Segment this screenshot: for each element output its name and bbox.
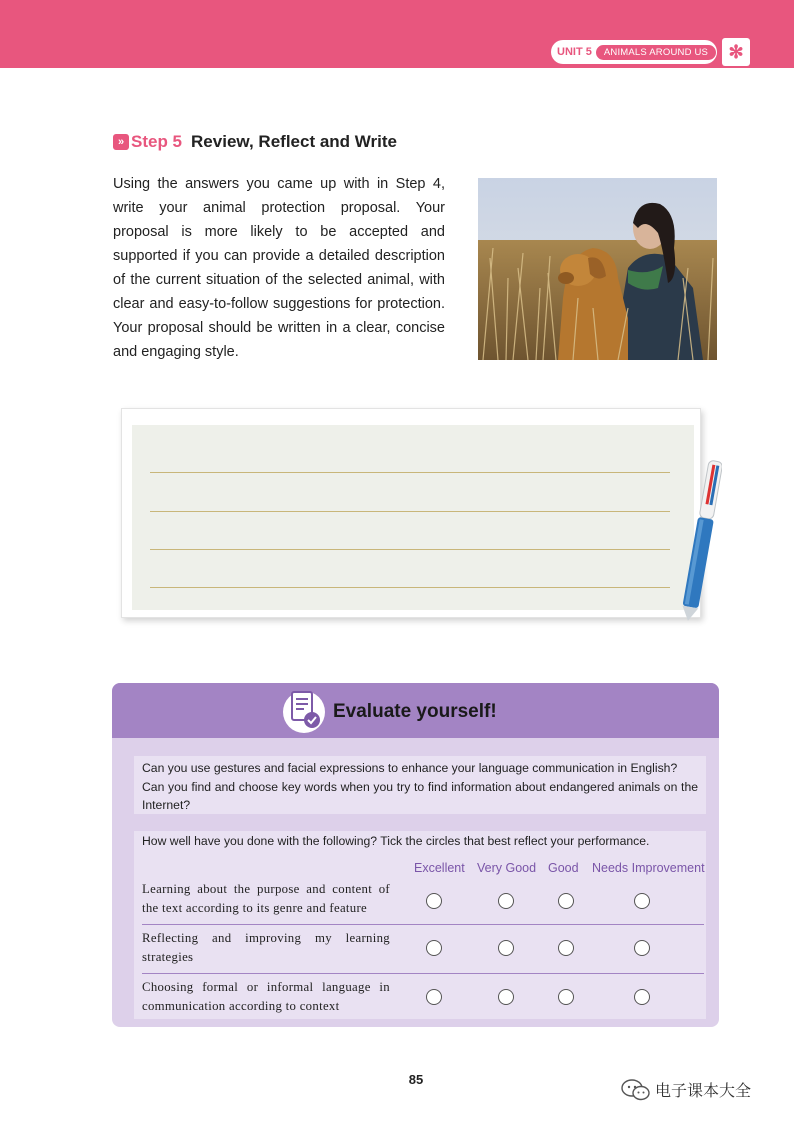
pen-illustration: [682, 456, 722, 626]
question-text: Can you find and choose key words when you try to find information about endangered animals on the Internet?: [142, 779, 698, 812]
criterion-label: Learning about the purpose and content of the text according to its genre and feature: [142, 882, 390, 915]
criterion-label: Choosing formal or informal language in communication according to context: [142, 980, 390, 1013]
chevron-double-right-icon: »: [113, 134, 129, 150]
evaluate-yourself-panel: [112, 683, 719, 1027]
unit-title: ANIMALS AROUND US: [596, 45, 716, 60]
writing-line: [150, 549, 670, 550]
page-number: 85: [408, 1072, 424, 1087]
writing-line: [150, 472, 670, 473]
radio-excellent[interactable]: [426, 893, 442, 909]
unit-badge: [551, 40, 717, 64]
unit-emblem-icon: ✻: [722, 38, 750, 66]
radio-very-good[interactable]: [498, 940, 514, 956]
step-number: Step 5: [131, 132, 183, 151]
checklist-icon: [282, 686, 326, 734]
column-header-good: Good: [548, 861, 579, 875]
writing-line: [150, 511, 670, 512]
radio-needs-improvement[interactable]: [634, 893, 650, 909]
row-divider: [142, 973, 704, 974]
evaluate-header: [112, 683, 719, 738]
column-header-very-good: Very Good: [477, 861, 537, 875]
girl-with-dog-photo: [478, 178, 717, 360]
radio-needs-improvement[interactable]: [634, 989, 650, 1005]
unit-label: UNIT 5: [557, 46, 592, 58]
radio-good[interactable]: [558, 893, 574, 909]
radio-very-good[interactable]: [498, 989, 514, 1005]
watermark-text: 电子课本大全: [655, 1083, 752, 1100]
performance-table: [134, 831, 706, 1019]
writing-area[interactable]: [132, 425, 694, 610]
step-heading: [113, 132, 397, 152]
radio-excellent[interactable]: [426, 989, 442, 1005]
criterion-label: Reflecting and improving my learning strategies: [142, 931, 390, 964]
column-header-needs-improvement: Needs Improvement: [592, 861, 705, 875]
question-text: Can you use gestures and facial expressions to enhance your language communication in English?: [142, 761, 678, 775]
column-header-excellent: Excellent: [414, 861, 465, 875]
performance-intro: How well have you done with the following? Tick the circles that best reflect your performance.: [142, 834, 650, 848]
wechat-icon: [621, 1079, 651, 1101]
writing-card: [121, 408, 701, 618]
radio-excellent[interactable]: [426, 940, 442, 956]
intro-paragraph: Using the answers you came up with in Step 4, write your animal protection proposal. Your proposal is more likely to be accepted and supported if you can provide a detailed description of the current situation of the selected animal, with clear and easy-to-follow suggestions for protection. Your proposal should be written in a clear, concise and engaging style.: [113, 176, 445, 360]
question-panel: [134, 756, 706, 814]
writing-line: [150, 587, 670, 588]
evaluate-title: Evaluate yourself!: [333, 701, 497, 722]
watermark: [621, 1078, 751, 1101]
radio-needs-improvement[interactable]: [634, 940, 650, 956]
row-divider: [142, 924, 704, 925]
radio-good[interactable]: [558, 940, 574, 956]
radio-good[interactable]: [558, 989, 574, 1005]
step-title: Review, Reflect and Write: [191, 132, 397, 151]
radio-very-good[interactable]: [498, 893, 514, 909]
